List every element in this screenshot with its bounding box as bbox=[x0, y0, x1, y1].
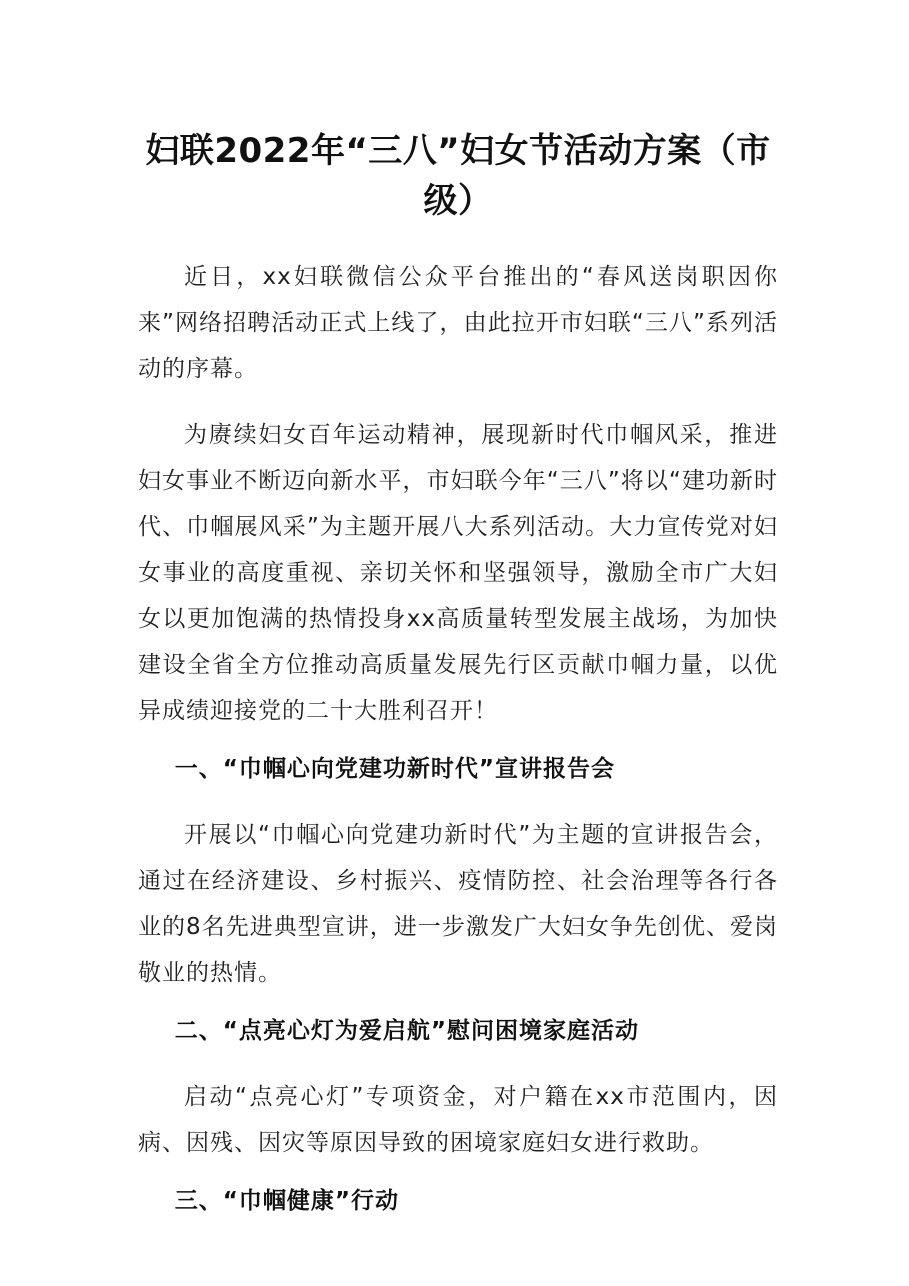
section-heading-2: 二、“点亮心灯为爱启航”慰问困境家庭活动 bbox=[174, 1018, 640, 1044]
document-title: 妇联2022年“三八”妇女节活动方案（市级） bbox=[145, 131, 771, 221]
section-heading-1: 一、“巾帼心向党建功新时代”宣讲报告会 bbox=[174, 756, 616, 782]
section-body-1: 开展以“巾帼心向党建功新时代”为主题的宣讲报告会，通过在经济建设、乡村振兴、疫情防控、社会治理等各行各业的8名先进典型宣讲，进一步激发广大妇女争先创优、爱岗敬业的热情。 bbox=[138, 822, 778, 986]
intro-paragraph: 近日，xx妇联微信公众平台推出的“春风送岗职因你来”网络招聘活动正式上线了，由此拉开市妇联“三八”系列活动的序幕。 bbox=[138, 264, 778, 382]
section-body-2: 启动“点亮心灯”专项资金，对户籍在xx市范围内，因病、因残、因灾等原因导致的困境家庭妇女进行救助。 bbox=[138, 1084, 778, 1156]
purpose-paragraph: 为赓续妇女百年运动精神，展现新时代巾帼风采，推进妇女事业不断迈向新水平，市妇联今年“三八”将以“建功新时代、巾帼展风采”为主题开展八大系列活动。大力宣传党对妇女事业的高度重视、亲切关怀和坚强领导，激励全市广大妇女以更加饱满的热情投身xx高质量转型发展主战场，为加快建设全省全方位推动高质量发展先行区贡献巾帼力量，以优异成绩迎接党的二十大胜利召开！ bbox=[138, 422, 778, 724]
section-heading-3: 三、“巾帼健康”行动 bbox=[174, 1188, 400, 1214]
document-body bbox=[138, 126, 778, 1224]
